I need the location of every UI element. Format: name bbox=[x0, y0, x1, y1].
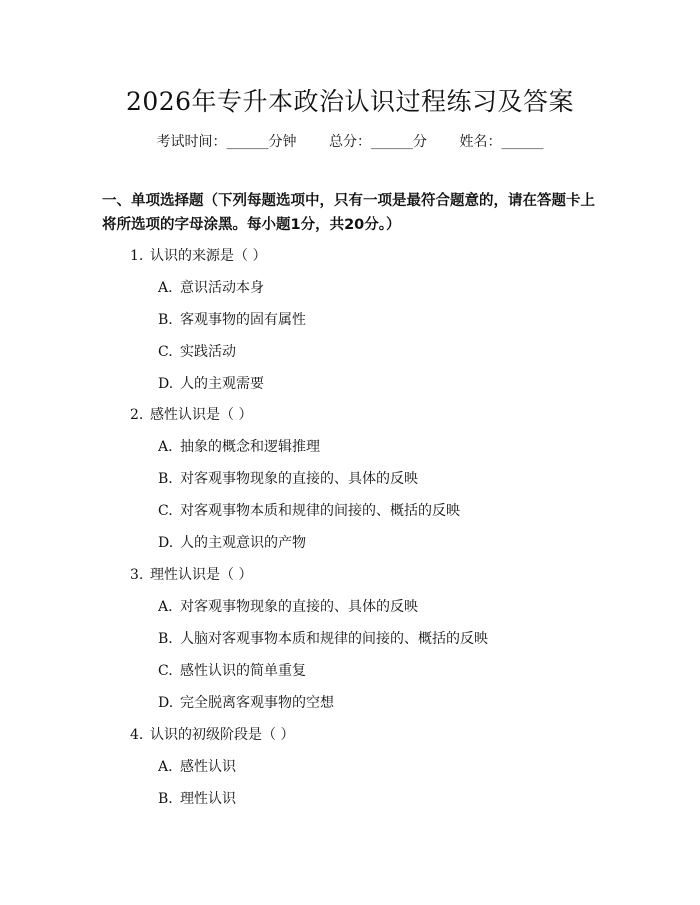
option-text: 完全脱离客观事物的空想 bbox=[180, 695, 334, 711]
total-score-field: 总分：______分 bbox=[329, 134, 427, 150]
option-letter: A. bbox=[158, 280, 173, 296]
option-text: 意识活动本身 bbox=[180, 280, 264, 296]
option-3a bbox=[158, 596, 418, 616]
option-letter: B. bbox=[158, 631, 173, 647]
question-number: 1. bbox=[130, 248, 144, 264]
option-text: 抽象的概念和逻辑推理 bbox=[180, 439, 320, 455]
option-2b bbox=[158, 468, 418, 488]
option-text: 对客观事物现象的直接的、具体的反映 bbox=[180, 471, 418, 487]
option-1c bbox=[158, 341, 236, 361]
option-letter: C. bbox=[158, 503, 173, 519]
option-text: 客观事物的固有属性 bbox=[180, 312, 306, 328]
option-letter: D. bbox=[158, 376, 174, 392]
option-letter: A. bbox=[158, 439, 173, 455]
option-3c bbox=[158, 660, 306, 680]
option-2c bbox=[158, 500, 460, 520]
option-1b bbox=[158, 309, 306, 329]
option-text: 实践活动 bbox=[180, 344, 236, 360]
option-text: 对客观事物本质和规律的间接的、概括的反映 bbox=[180, 503, 460, 519]
student-name-field: 姓名：______ bbox=[459, 134, 544, 150]
option-1d bbox=[158, 373, 264, 393]
question-number: 2. bbox=[130, 407, 144, 423]
option-letter: B. bbox=[158, 471, 173, 487]
option-text: 感性认识的简单重复 bbox=[180, 663, 306, 679]
question-4 bbox=[130, 724, 294, 744]
option-letter: B. bbox=[158, 791, 173, 807]
option-letter: A. bbox=[158, 759, 173, 775]
option-text: 对客观事物现象的直接的、具体的反映 bbox=[180, 599, 418, 615]
question-text: 认识的初级阶段是（ ） bbox=[150, 727, 295, 743]
question-3 bbox=[130, 564, 252, 584]
option-1a bbox=[158, 277, 264, 297]
question-number: 3. bbox=[130, 567, 144, 583]
document-title: 2026年专升本政治认识过程练习及答案 bbox=[125, 87, 575, 116]
option-2d bbox=[158, 532, 306, 552]
option-text: 人的主观意识的产物 bbox=[180, 535, 306, 551]
option-2a bbox=[158, 436, 320, 456]
option-text: 人脑对客观事物本质和规律的间接的、概括的反映 bbox=[180, 631, 488, 647]
option-letter: B. bbox=[158, 312, 173, 328]
option-3d bbox=[158, 692, 334, 712]
question-text: 感性认识是（ ） bbox=[150, 407, 253, 423]
question-number: 4. bbox=[130, 727, 144, 743]
option-3b bbox=[158, 628, 488, 648]
option-letter: D. bbox=[158, 535, 174, 551]
option-text: 人的主观需要 bbox=[180, 376, 264, 392]
option-4b bbox=[158, 788, 236, 808]
exam-time-field: 考试时间：______分钟 bbox=[156, 134, 297, 150]
question-text: 认识的来源是（ ） bbox=[150, 248, 267, 264]
option-4a bbox=[158, 756, 236, 776]
option-text: 感性认识 bbox=[180, 759, 236, 775]
question-text: 理性认识是（ ） bbox=[150, 567, 253, 583]
option-text: 理性认识 bbox=[180, 791, 236, 807]
option-letter: C. bbox=[158, 663, 173, 679]
question-2 bbox=[130, 404, 252, 424]
option-letter: A. bbox=[158, 599, 173, 615]
option-letter: D. bbox=[158, 695, 174, 711]
section-heading: 一、单项选择题（下列每题选项中，只有一项是最符合题意的，请在答题卡上将所选项的字母涂黑。每小题1分，共20分。） bbox=[102, 193, 595, 233]
question-1 bbox=[130, 245, 266, 265]
exam-info-line bbox=[0, 131, 700, 151]
option-letter: C. bbox=[158, 344, 173, 360]
